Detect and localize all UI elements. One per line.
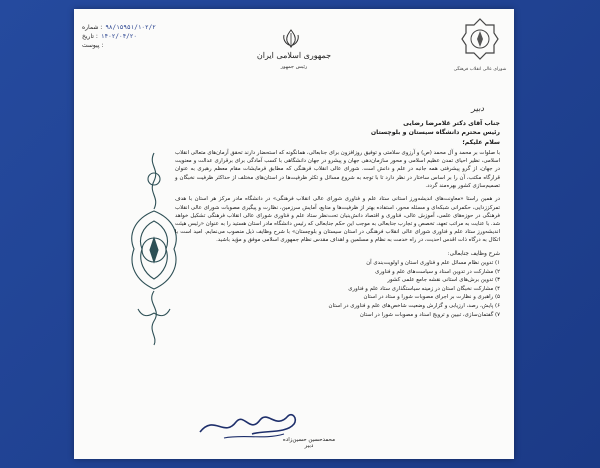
duties-heading: شرح وظایف جنابعالی: [447,251,500,258]
letter-document [74,9,514,459]
duty-item: ۱) تدوین نظام مسائل علم و فناوری استان و اولویت‌بندی آن [366,260,500,267]
duty-item: ۷) گفتمان‌سازی، تبیین و ترویج اسناد و مصوبات شورا در استان [359,311,500,318]
duty-item: ۲) مشارکت در تدوین اسناد و سیاست‌های علم و فناوری [375,268,500,275]
duty-item: ۶) پایش، رصد، ارزیابی و گزارش وضعیت شاخص‌های علم و فناوری در استان [328,302,500,309]
duty-item: ۴) مشارکت نخبگان استان در زمینه‌ سیاستگذاری ستاد علم و فناوری [348,285,500,292]
signer-block [269,437,349,449]
government-title: جمهوری اسلامی ایران [256,51,332,60]
attachment-label: پیوست : [82,42,104,49]
paragraph-appointment: در همین راستا «معاونت‌های اندیشه‌ورز استانی ستاد علم و فناوری شورای عالی انقلاب فرهنگی» در دانشگاه مادر مرکز هر استان با هدف تمرکززدایی، حکمرانی شبکه‌ای و مسئله محور، استفاده بهتر از ظرفیت‌ها و منابع، آمایش سرزمین، نظارت و پیگیری مصوبات شورای عالی انقلاب فرهنگی در حوزه‌های علمی، آموزش عالی، فناوری و اقتصاد دانش‌بنیان تحت‌نظر ستاد علم و فناوری شورای عالی انقلاب فرهنگی تشکیل خواهد شد. با عنایت به مراتب تعهد، تخصص و تجارب جنابعالی به موجب این حکم جنابعالی که رئیس دانشگاه مادر استان هستید را به عنوان «رئیس هیئت اندیشه‌ورز ستاد علم و فناوری شورای عالی انقلاب فرهنگی در استان سیستان و بلوچستان» با شرح وظایف ذیل منصوب می‌نمایم. امید است با اتکال به درگاه ذات اقدس احدیت، در راه خدمت به نظام و مسلمین و اهداف مقدس نظام جمهوری اسلامی موفق و مؤید باشید. [175,196,500,244]
number-label: شماره : [82,24,103,31]
subject-line: دبیر [471,104,484,113]
recipient-title: رئیس محترم دانشگاه سیستان و بلوچستان [370,129,500,136]
council-logo-icon [460,17,500,65]
signer-name: محمدحسین حسین‌زاده [282,437,336,443]
duty-item: ۵) راهبری و نظارت بر اجرای مصوبات شورا و ستاد در استان [363,294,500,301]
greeting: سلام علیکم؛ [462,139,500,146]
council-caption: شورای عالی انقلاب فرهنگی [453,67,507,72]
letter-metadata [82,23,192,50]
letter-body [175,119,500,319]
date-label: تاریخ : [82,33,98,40]
duty-item: ۳) تدوین برش‌های استانی نقشه جامع علمی کشور [387,277,500,284]
recipient-name: جناب آقای دکتر غلامرضا رضایی [403,120,500,127]
signer-title: دبیر [304,443,314,449]
duties-list [175,259,500,319]
iran-emblem-icon [280,29,302,49]
president-subtitle: رئیس جمهور [280,64,308,70]
paragraph-intro: با صلوات بر محمد و آل محمد (ص) و آرزوی سلامتی و توفیق روزافزون برای جنابعالی، همانگونه که استحضار دارند تحقق آرمان‌های متعالی انقلاب اسلامی، نظیر احیای تمدن عظیم اسلامی و محور سازمان‌دهی جهان و پیشرو در جهان دانشگاهی با کسب آمادگی برای برقراری عدالت و معنویت در جهان، از گرو پیشرفتی همه جانبه در علم و دانش است. شورای عالی انقلاب فرهنگی که مطابق فرمایشات مقام معظم رهبری به عنوان قرارگاه مکتب، آن را بر اساس ساختار در نظر دارد تا با توجه به شروع مسائل و تکثر ظرفیت‌ها در استان‌های مختلف از حداکثر ظرفیت نخبگان و تصمیم‌سازی کشور بهره‌مند گردد. [175,150,500,189]
date-value: ۱۴۰۲/۰۴/۲۰ [100,33,138,40]
number-value: ۹۸/۱۵۹۵۱/۱۰۲/۲ [105,24,156,31]
